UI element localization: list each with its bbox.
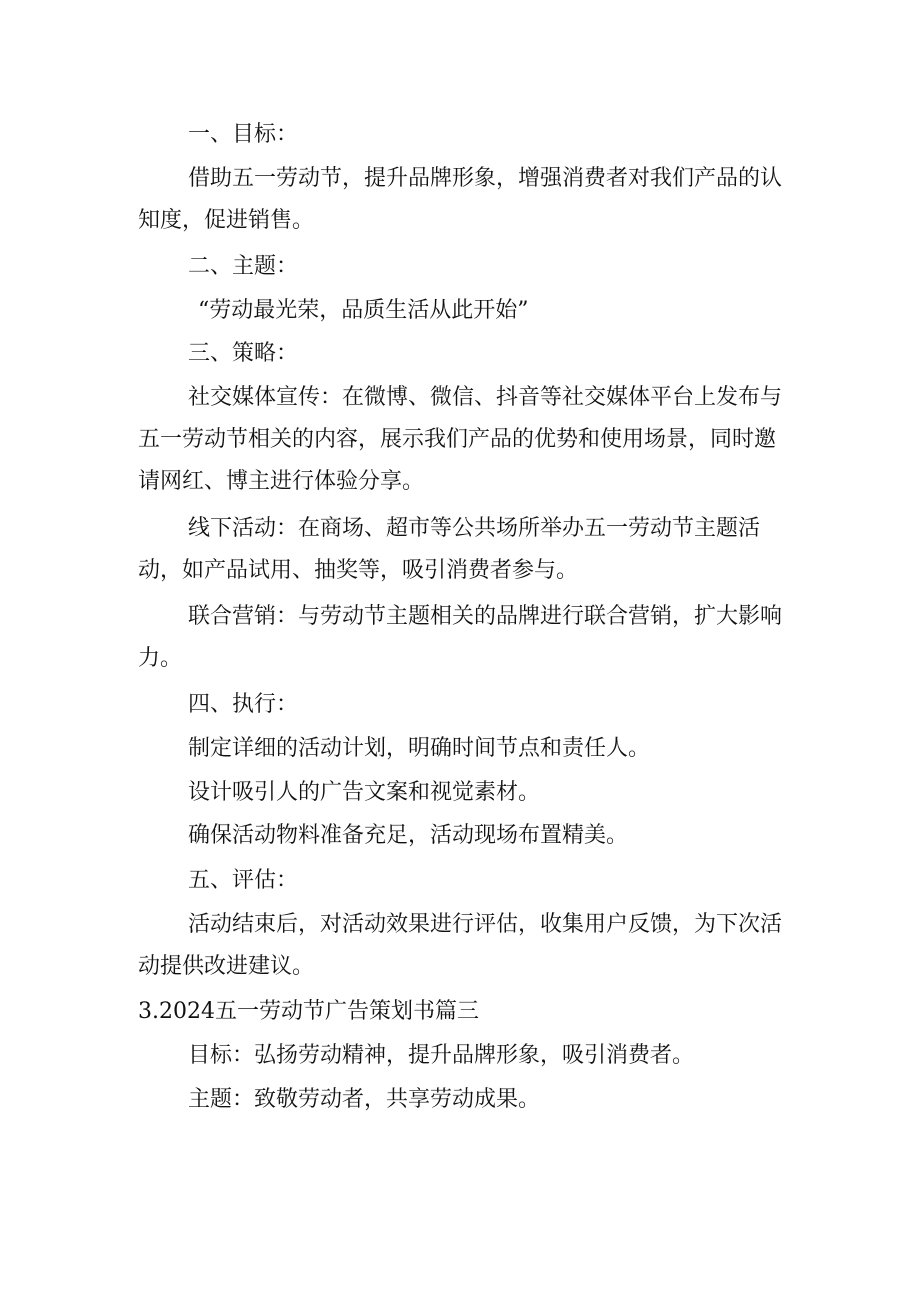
- part3-title: 3.2024五一劳动节广告策划书篇三: [138, 999, 479, 1024]
- strategy-joint-marketing: 联合营销：与劳动节主题相关的品牌进行联合营销，扩大影响力。: [138, 604, 783, 671]
- section1-body: 借助五一劳动节，提升品牌形象，增强消费者对我们产品的认知度，促进销售。: [138, 166, 783, 233]
- section2-heading: 二、主题：: [188, 254, 299, 279]
- section2-body: “劳动最光荣，品质生活从此开始”: [198, 298, 529, 323]
- execution-item: 制定详细的活动计划，明确时间节点和责任人。: [188, 736, 651, 761]
- part3-goal: 目标：弘扬劳动精神，提升品牌形象，吸引消费者。: [188, 1043, 695, 1068]
- execution-item: 确保活动物料准备充足，活动现场布置精美。: [188, 823, 629, 848]
- execution-item: 设计吸引人的广告文案和视觉素材。: [188, 780, 541, 805]
- strategy-social-media: 社交媒体宣传：在微博、微信、抖音等社交媒体平台上发布与五一劳动节相关的内容，展示我们产品的优势和使用场景，同时邀请网红、博主进行体验分享。: [138, 385, 783, 494]
- section4-heading: 四、执行：: [188, 692, 299, 717]
- section3-heading: 三、策略：: [188, 341, 299, 366]
- section1-heading: 一、目标：: [188, 122, 299, 147]
- strategy-offline-events: 线下活动：在商场、超市等公共场所举办五一劳动节主题活动，如产品试用、抽奖等，吸引消费者参与。: [138, 516, 761, 583]
- section5-heading: 五、评估：: [188, 868, 299, 893]
- section5-body: 活动结束后，对活动效果进行评估，收集用户反馈，为下次活动提供改进建议。: [138, 912, 783, 979]
- part3-theme: 主题：致敬劳动者，共享劳动成果。: [188, 1087, 541, 1112]
